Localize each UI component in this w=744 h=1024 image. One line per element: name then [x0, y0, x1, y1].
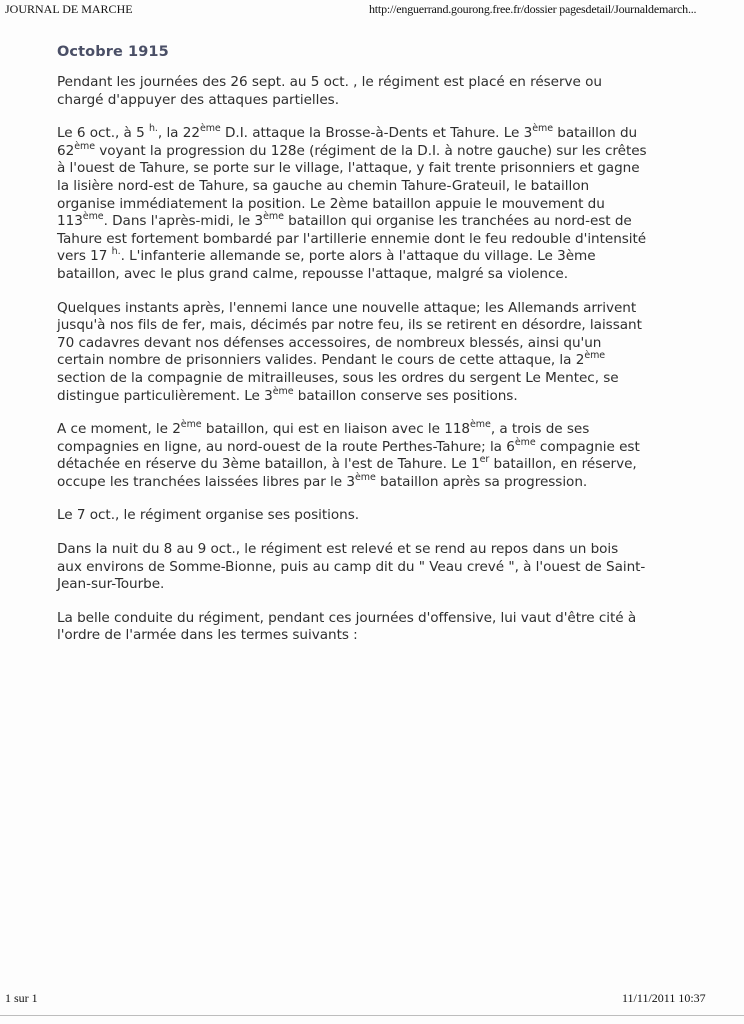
superscript: er	[479, 454, 490, 466]
print-footer-page: 1 sur 1	[5, 991, 38, 1005]
text-run: Pendant les journées des 26 sept. au 5 oct. , le régiment est placé en réserve ou chargé d'appuyer des attaques partielles.	[57, 74, 602, 108]
superscript: ème	[354, 471, 376, 483]
text-run: section de la compagnie de mitrailleuses, sous les ordres du sergent Le Mentec, se distingue particulièrement. Le 3	[57, 369, 619, 404]
text-run: Le 7 oct., le régiment organise ses positions.	[57, 507, 360, 524]
text-run: bataillon après sa progression.	[375, 473, 588, 490]
paragraphs	[57, 74, 647, 645]
text-run: bataillon du 62	[57, 125, 638, 159]
superscript: h.	[111, 246, 121, 258]
text-run: , a trois de ses compagnies en ligne, au nord-ouest de la route Perthes-Tahure; la 6	[57, 421, 590, 455]
text-run: bataillon qui organise les tranchées au nord-est de Tahure est fortement bombardé par l'artillerie ennemie dont le feu redouble d'intensité vers 17	[57, 213, 647, 265]
paragraph	[57, 74, 647, 109]
text-run: bataillon, qui est en liaison avec le 118	[201, 421, 471, 438]
text-run: . Dans l'après-midi, le 3	[103, 213, 264, 230]
superscript: ème	[470, 419, 491, 431]
text-run: La belle conduite du régiment, pendant ces journées d'offensive, lui vaut d'être cité à l'ordre de l'armée dans les termes suivants :	[57, 609, 637, 644]
paragraph	[57, 125, 647, 283]
print-header-url: http://enguerrand.gourong.free.fr/dossier pagesdetail/Journaldemarch...	[369, 2, 697, 16]
superscript: ème	[514, 436, 536, 448]
superscript: ème	[532, 123, 553, 135]
text-run: compagnie est détachée en réserve du 3ème bataillon, à l'est de Tahure. Le 1	[57, 438, 640, 473]
text-run: A ce moment, le 2	[57, 421, 181, 438]
paragraph	[57, 421, 647, 491]
paragraph	[57, 300, 647, 406]
text-run: Dans la nuit du 8 au 9 oct., le régiment est relevé et se rend au repos dans un bois aux environs de Somme-Bionne, puis au camp dit du " Veau crevé ", à l'ouest de Saint-Jean-sur-Tourbe.	[57, 541, 646, 593]
text-run: Le 6 oct., à 5	[57, 125, 149, 142]
footer-divider	[0, 1015, 744, 1016]
print-footer-datetime: 11/11/2011 10:37	[622, 991, 706, 1005]
text-run: , la 22	[157, 125, 200, 142]
paragraph	[57, 610, 647, 645]
superscript: ème	[180, 419, 202, 431]
document-body	[57, 44, 647, 661]
superscript: h.	[148, 123, 158, 135]
text-run: voyant la progression du 128e (régiment de la D.I. à notre gauche) sur les crêtes à l'ouest de Tahure, se porte sur le village, l'attaque, y fait trente prisonniers et gagne la lisière nord-est de Tahure, sa gauche au chemin Tahure-Grateuil, le bataillon organise immédiatement la position. Le 2ème bataillon appuie le mouvement du 113	[57, 142, 647, 230]
text-run: Quelques instants après, l'ennemi lance une nouvelle attaque; les Allemands arrivent jusqu'à nos fils de fer, mais, décimés par notre feu, ils se retirent en désordre, laissant 70 cadavres devant nos défenses accessoires, de nombreux blessés, ainsi qu'un certain nombre de prisonniers valides. Pendant le cours de cette attaque, la 2	[57, 299, 642, 369]
superscript: ème	[584, 350, 606, 362]
superscript: ème	[82, 211, 104, 223]
section-heading: Octobre 1915	[57, 44, 169, 60]
paragraph	[57, 541, 647, 594]
print-header-title: JOURNAL DE MARCHE	[5, 2, 133, 16]
superscript: ème	[272, 385, 294, 397]
superscript: ème	[199, 123, 221, 135]
text-run: . L'infanterie allemande se, porte alors à l'attaque du village. Le 3ème bataillon, avec le plus grand calme, repousse l'attaque, malgré sa violence.	[57, 248, 596, 282]
text-run: D.I. attaque la Brosse-à-Dents et Tahure. Le 3	[220, 125, 533, 142]
superscript: ème	[263, 211, 284, 223]
text-run: bataillon conserve ses positions.	[293, 387, 518, 404]
paragraph	[57, 507, 647, 525]
text-run: bataillon, en réserve, occupe les tranchées laissées libres par le 3	[57, 456, 637, 490]
superscript: ème	[74, 140, 95, 152]
